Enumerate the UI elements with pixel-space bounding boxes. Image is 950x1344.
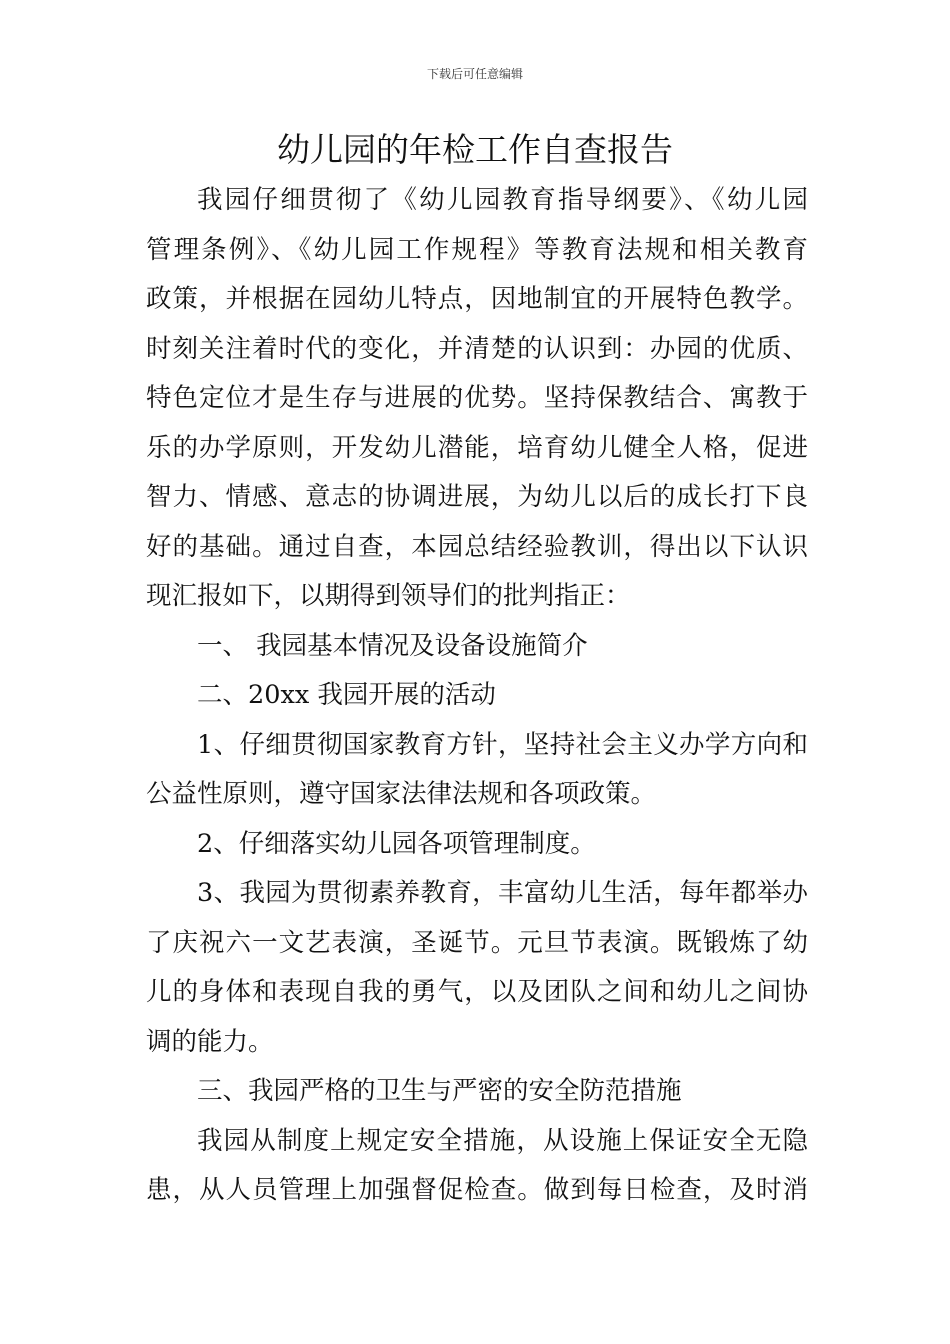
section-heading: 二、20xx 我园开展的活动 (197, 680, 496, 710)
body-line: 智力、情感、意志的协调进展，为幼儿以后的成长打下良 (146, 482, 808, 512)
list-item: 2、仔细落实幼儿园各项管理制度。 (197, 828, 596, 859)
body-line: 我园仔细贯彻了《幼儿园教育指导纲要》、《幼儿园 (197, 185, 808, 215)
header-note: 下载后可任意编辑 (426, 67, 523, 81)
body-line: 儿的身体和表现自我的勇气，以及团队之间和幼儿之间协 (146, 977, 808, 1007)
body-line: 好的基础。通过自查，本园总结经验教训，得出以下认识 (146, 531, 808, 562)
body-line: 政策，并根据在园幼儿特点，因地制宜的开展特色教学。 (146, 284, 808, 314)
body-line: 了庆祝六一文艺表演，圣诞节。元旦节表演。既锻炼了幼 (146, 927, 808, 958)
section-heading: 三、我园严格的卫生与严密的安全防范措施 (197, 1076, 682, 1106)
body-line: 患，从人员管理上加强督促检查。做到每日检查，及时消 (146, 1175, 808, 1205)
section-heading: 一、 我园基本情况及设备设施简介 (197, 630, 588, 661)
body-line: 现汇报如下，以期得到领导们的批判指正： (146, 581, 631, 611)
document-title: 幼儿园的年检工作自查报告 (277, 130, 673, 169)
body-line: 时刻关注着时代的变化，并清楚的认识到：办园的优质、 (146, 333, 808, 364)
body-line: 特色定位才是生存与进展的优势。坚持保教结合、寓教于 (146, 383, 808, 413)
body-line: 管理条例》、《幼儿园工作规程》等教育法规和相关教育 (146, 234, 808, 265)
list-item: 1、仔细贯彻国家教育方针，坚持社会主义办学方向和 (197, 729, 808, 760)
body-line: 我园从制度上规定安全措施，从设施上保证安全无隐 (197, 1125, 808, 1156)
list-item: 3、我园为贯彻素养教育，丰富幼儿生活，每年都举办 (197, 878, 808, 908)
body-line: 乐的办学原则，开发幼儿潜能，培育幼儿健全人格，促进 (146, 432, 808, 463)
body-line: 公益性原则，遵守国家法律法规和各项政策。 (146, 779, 657, 809)
document-body (146, 176, 808, 1216)
body-line: 调的能力。 (146, 1026, 274, 1057)
